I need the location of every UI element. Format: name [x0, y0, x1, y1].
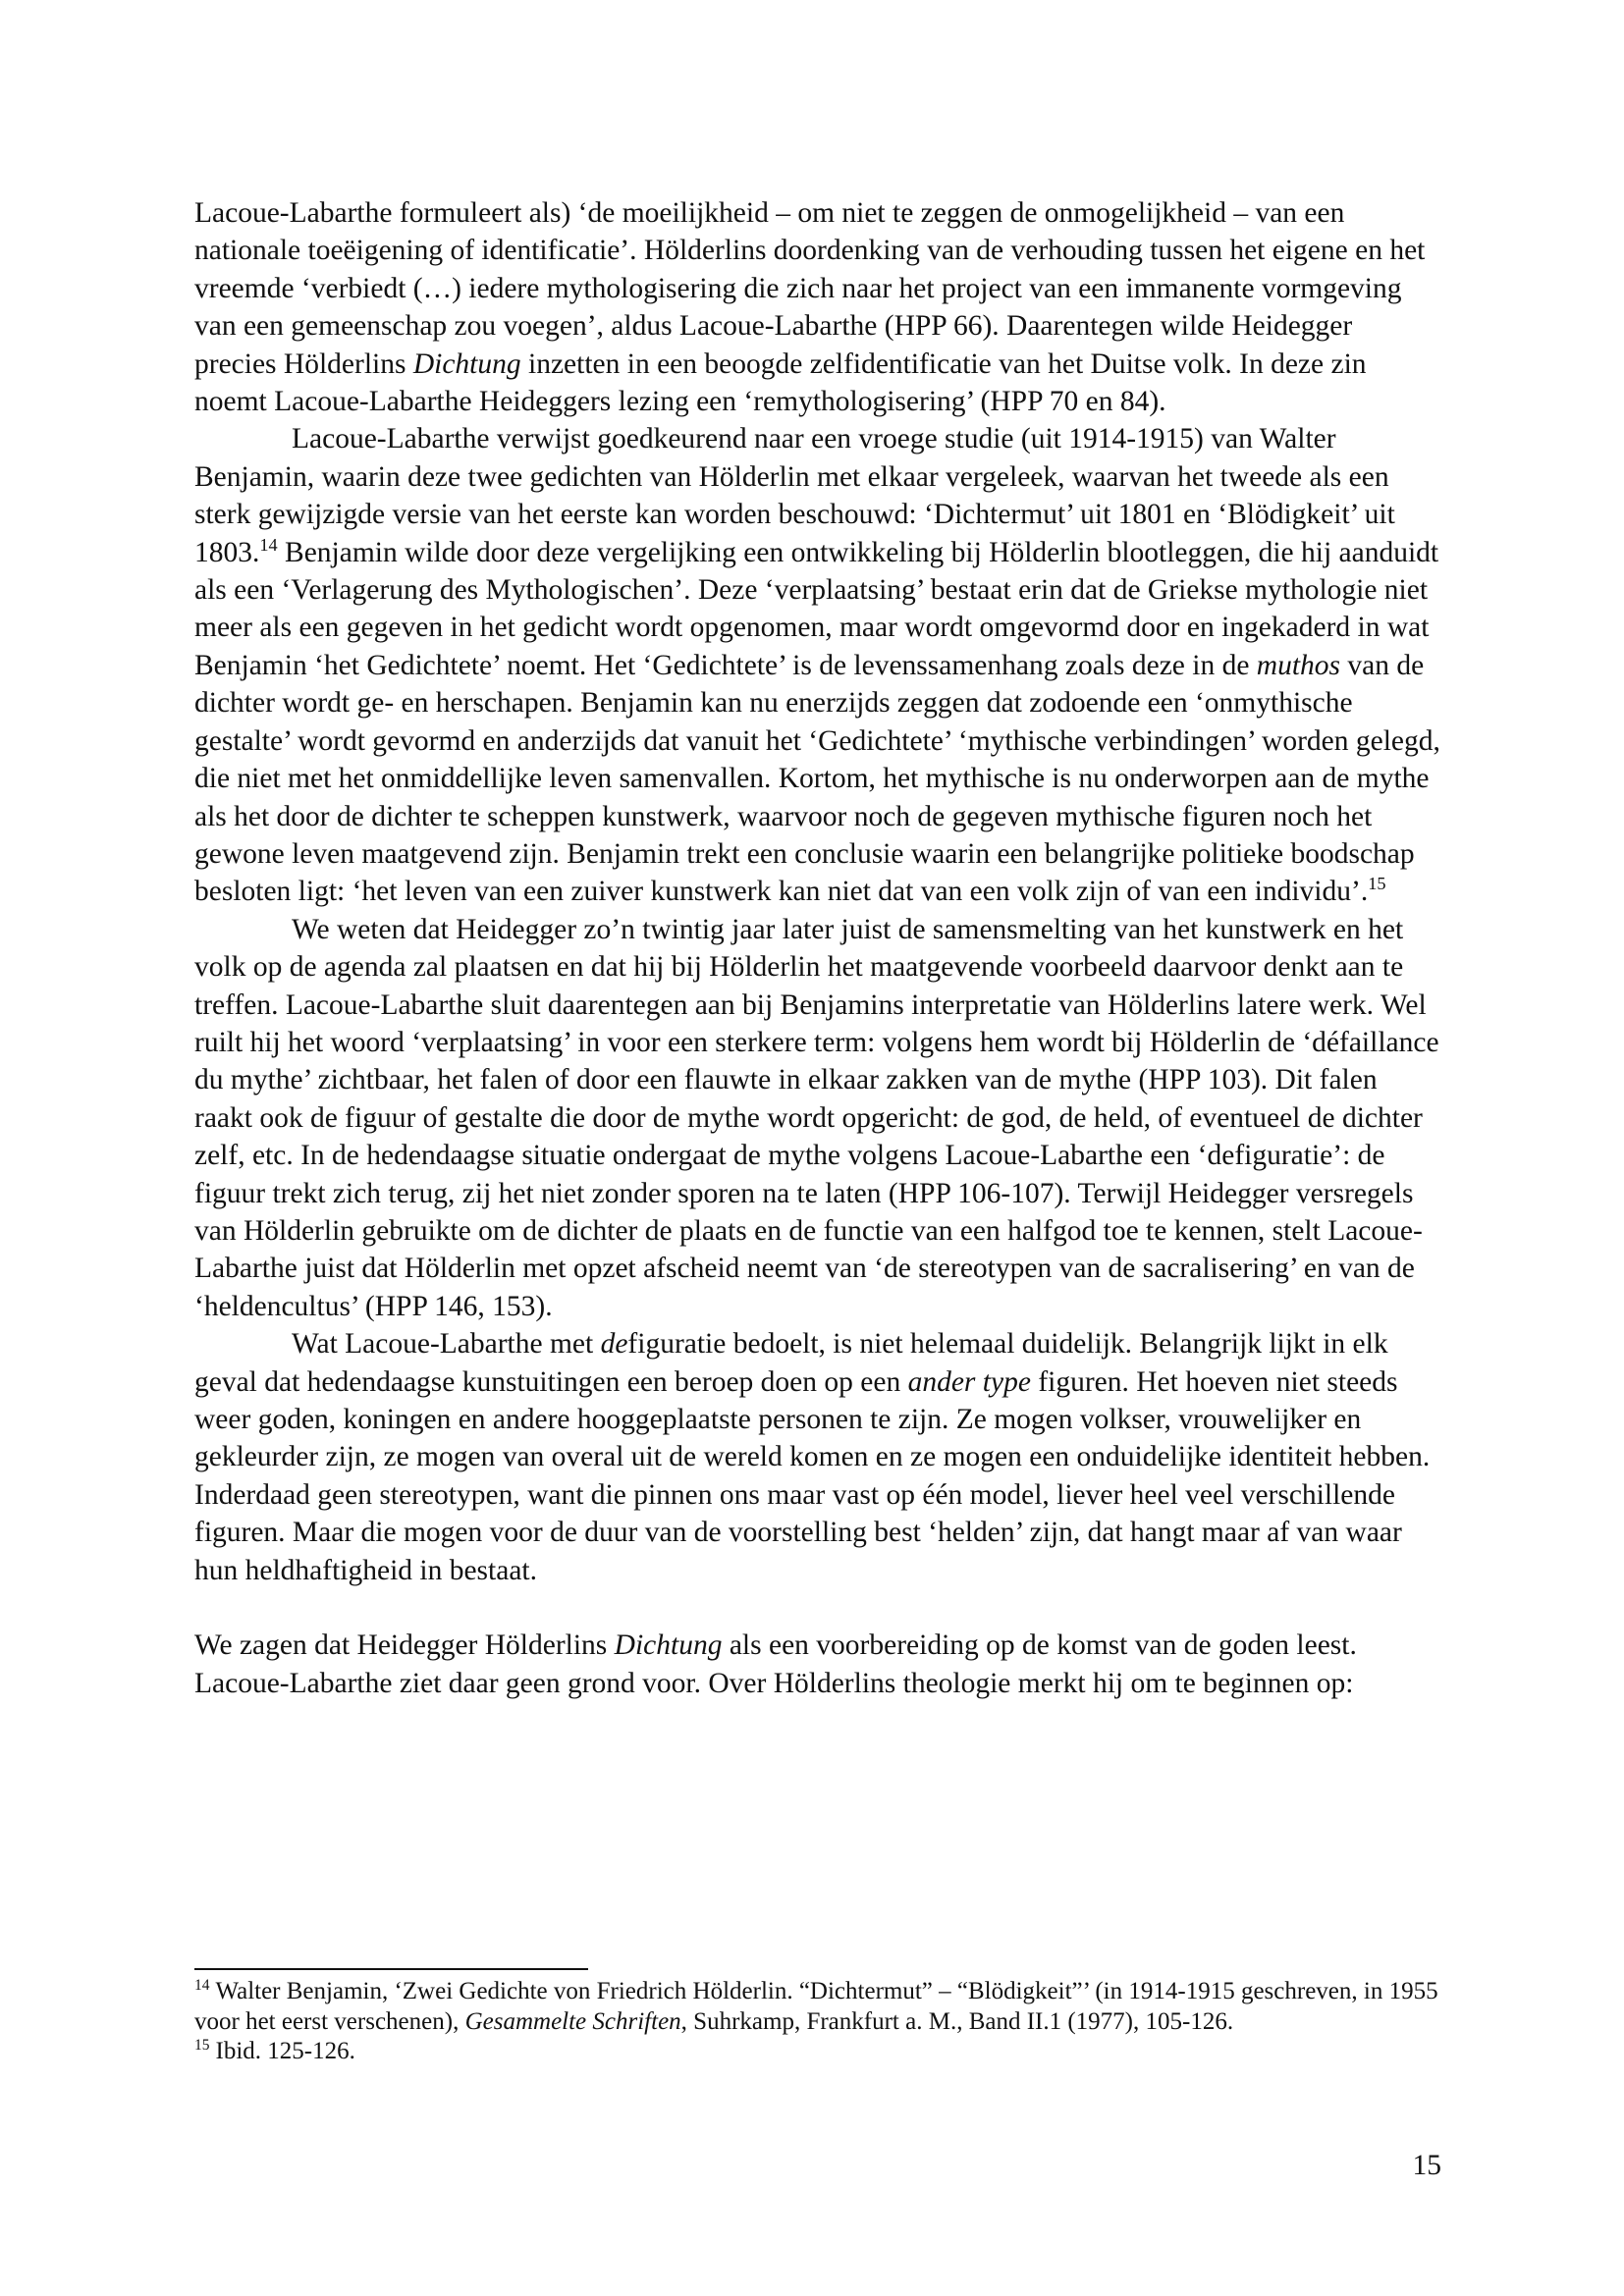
footnote-separator — [194, 1968, 588, 1970]
footnote-14: $^{14}$ Walter Benjamin, ‘Zwei Gedichte von Friedrich Hölderlin. “Dichtermut” – “Blödigkeit”’ (in 1914-1915 geschreven, in 1955 voor het eerst verschenen), Gesammelte Schriften, Suhrkamp, Frankfurt a. M., Band II.1 (1977), 105-126. — [194, 1976, 1438, 2035]
footnote-number: 14 — [194, 1976, 210, 1994]
emphasis-gesammelte-schriften: Gesammelte Schriften — [464, 2007, 681, 2035]
body-text — [194, 194, 1441, 1702]
page-number: 15 — [1412, 2150, 1441, 2181]
emphasis-dichtung-2: Dichtung — [614, 1629, 723, 1662]
footnote-number: 15 — [194, 2036, 210, 2054]
footnotes — [194, 1977, 1441, 2067]
emphasis-muthos: muthos — [1256, 649, 1341, 681]
paragraph-2: Lacoue-Labarthe verwijst goedkeurend naar een vroege studie (uit 1914-1915) van Walter Benjamin, waarin deze twee gedichten van Hölderlin met elkaar vergeleek, waarvan het tweede als een sterk gewijzigde versie van het eerste kan worden beschouwd: ‘Dichtermut’ uit 1801 en ‘Blödigkeit’ uit 1803.14 Benjamin wilde door deze vergelijking een ontwikkeling bij Hölderlin blootleggen, die hij aanduidt als een ‘Verlagerung des Mythologischen’. Deze ‘verplaatsing’ bestaat erin dat de Griekse mythologie niet meer als een gegeven in het gedicht wordt opgenomen, maar wordt omgevormd door en ingekaderd in wat Benjamin ‘het Gedichtete’ noemt. Het ‘Gedichtete’ is de levenssamenhang zoals deze in de muthos van de dichter wordt ge- en herschapen. Benjamin kan nu enerzijds zeggen dat zodoende een ‘onmythische gestalte’ wordt gevormd en anderzijds dat vanuit het ‘Gedichtete’ ‘mythische verbindingen’ worden gelegd, die niet met het onmiddellijke leven samenvallen. Kortom, het mythische is nu onderworpen aan de mythe als het door de dichter te scheppen kunstwerk, waarvoor noch de gegeven mythische figuren noch het gewone leven maatgevend zijn. Benjamin trekt een conclusie waarin een belangrijke politieke boodschap besloten ligt: ‘het leven van een zuiver kunstwerk kan niet dat van een volk zijn of van een individu’.$^{15}$ — [194, 423, 1440, 908]
emphasis-dichtung: Dichtung — [412, 347, 521, 380]
emphasis-ander-type: ander type — [907, 1365, 1031, 1398]
footnote-ref-14[interactable]: 14 — [259, 534, 278, 555]
footnote-ref-15[interactable]: 15 — [1368, 874, 1386, 894]
paragraph-1: Lacoue-Labarthe formuleert als) ‘de moeilijkheid – om niet te zeggen de onmogelijkheid – van een nationale toeëigening of identificatie’. Hölderlins doordenking van de verhouding tussen het eigene en het vreemde ‘verbiedt (…) iedere mythologisering die zich naar het project van een immanente vormgeving van een gemeenschap zou voegen’, aldus Lacoue-Labarthe (HPP 66). Daarentegen wilde Heidegger precies Hölderlins Dichtung inzetten in een beoogde zelfidentificatie van het Duitse volk. In deze zin noemt Lacoue-Labarthe Heideggers lezing een ‘remythologisering’ (HPP 70 en 84). — [194, 197, 1426, 418]
footnote-15: $^{15}$ Ibid. 125-126. — [194, 2036, 355, 2064]
paragraph-3: We weten dat Heidegger zo’n twintig jaar later juist de samensmelting van het kunstwerk en het volk op de agenda zal plaatsen en dat hij bij Hölderlin het maatgevende voorbeeld daarvoor denkt aan te treffen. Lacoue-Labarthe sluit daarentegen aan bij Benjamins interpretatie van Hölderlins latere werk. Wel ruilt hij het woord ‘verplaatsing’ in voor een sterkere term: volgens hem wordt bij Hölderlin de ‘défaillance du mythe’ zichtbaar, het falen of door een flauwte in elkaar zakken van de mythe (HPP 103). Dit falen raakt ook de figuur of gestalte die door de mythe wordt opgericht: de god, de held, of eventueel de dichter zelf, etc. In de hedendaagse situatie ondergaat de mythe volgens Lacoue-Labarthe een ‘defiguratie’: de figuur trekt zich terug, zij het niet zonder sporen na te laten (HPP 106-107). Terwijl Heidegger versregels van Hölderlin gebruikte om de dichter de plaats en de functie van een halfgod toe te kennen, stelt Lacoue-Labarthe juist dat Hölderlin met opzet afscheid neemt van ‘de stereotypen van de sacralisering’ en van de ‘heldencultus’ (HPP 146, 153). — [194, 913, 1439, 1322]
emphasis-de: de — [600, 1328, 628, 1361]
paragraph-4: Wat Lacoue-Labarthe met defiguratie bedoelt, is niet helemaal duidelijk. Belangrijk lijkt in elk geval dat hedendaagse kunstuitingen een beroep doen op een ander type figuren. Het hoeven niet steeds weer goden, koningen en andere hooggeplaatste personen te zijn. Ze mogen volkser, vrouwelijker en gekleurder zijn, ze mogen van overal uit de wereld komen en ze mogen een onduidelijke identiteit hebben. Inderdaad geen stereotypen, want die pinnen ons maar vast op één model, liever heel veel verschillende figuren. Maar die mogen voor de duur van de voorstelling best ‘helden’ zijn, dat hangt maar af van waar hun heldhaftigheid in bestaat. — [194, 1328, 1431, 1586]
paragraph-5: We zagen dat Heidegger Hölderlins Dichtung als een voorbereiding op de komst van de goden leest. Lacoue-Labarthe ziet daar geen grond voor. Over Hölderlins theologie merkt hij om te beginnen op: — [194, 1629, 1357, 1699]
